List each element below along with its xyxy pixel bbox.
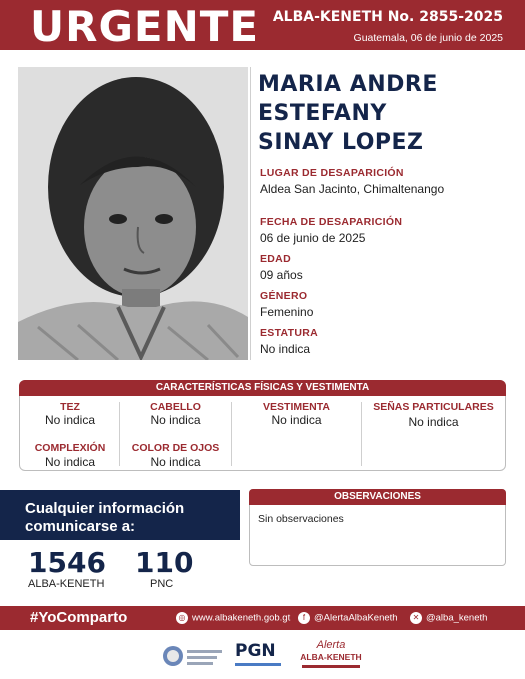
observations-text: Sin observaciones (258, 513, 344, 525)
facebook-icon: f (298, 612, 310, 624)
vestimenta-value: No indica (271, 413, 322, 427)
lugar-value: Aldea San Jacinto, Chimaltenango (260, 182, 445, 196)
name-line-3: SINAY LOPEZ (258, 130, 424, 155)
edad-label: EDAD (260, 253, 291, 265)
name-line-1: MARIA ANDRE (258, 72, 438, 97)
person-name (258, 70, 508, 157)
senas-value: No indica (408, 415, 459, 429)
complexion-value: No indica (44, 455, 96, 469)
coat-of-arms-icon (162, 640, 224, 672)
issue-date: Guatemala, 06 de junio de 2025 (353, 32, 503, 44)
vestimenta-label: VESTIMENTA (263, 401, 330, 413)
cabello-value: No indica (150, 413, 201, 427)
genero-value: Femenino (260, 305, 314, 319)
contact-banner (0, 490, 240, 540)
characteristics-title: CARACTERÍSTICAS FÍSICAS Y VESTIMENTA (19, 380, 506, 396)
government-seal-logo (162, 640, 224, 672)
genero-label: GÉNERO (260, 290, 308, 302)
globe-icon: ◎ (176, 612, 188, 624)
name-line-2: ESTEFANY (258, 101, 387, 126)
hashtag: #YoComparto (30, 609, 128, 626)
lugar-label: LUGAR DE DESAPARICIÓN (260, 167, 404, 179)
website-text: www.albakeneth.gob.gt (192, 612, 291, 624)
header-banner (0, 0, 525, 50)
pgn-logo (235, 640, 285, 672)
alerta-logo-top: Alerta (316, 639, 346, 651)
cabello-label: CABELLO (150, 401, 201, 413)
fecha-label: FECHA DE DESAPARICIÓN (260, 216, 403, 228)
observations-title: OBSERVACIONES (249, 489, 506, 505)
x-text: @alba_keneth (426, 612, 488, 624)
x-link[interactable] (410, 612, 487, 624)
photo-divider (250, 67, 251, 360)
fecha-value: 06 de junio de 2025 (260, 231, 366, 245)
facebook-text: @AlertaAlbaKeneth (314, 612, 398, 624)
portrait-image (18, 67, 248, 360)
pgn-underline (235, 663, 281, 666)
phone-alba-keneth: 1546 (28, 546, 106, 579)
phone-pnc-label: PNC (150, 578, 174, 590)
phone-alba-keneth-label: ALBA-KENETH (28, 578, 105, 590)
alerta-logo-bottom: ALBA-KENETH (300, 652, 362, 662)
footer-bar (0, 606, 525, 630)
pgn-logo-text: PGN (235, 641, 276, 661)
tez-value: No indica (44, 413, 96, 427)
ojos-value: No indica (150, 455, 201, 469)
contact-line-2: comunicarse a: (25, 518, 136, 535)
complexion-label: COMPLEXIÓN (34, 442, 106, 454)
urgent-title: URGENTE (30, 2, 260, 51)
edad-value: 09 años (260, 268, 303, 282)
missing-person-photo (18, 67, 248, 360)
alerta-logo-underline (302, 665, 360, 668)
tez-label: TEZ (60, 401, 80, 413)
phone-pnc: 110 (135, 546, 194, 579)
website-link[interactable] (176, 612, 290, 624)
contact-line-1: Cualquier información (25, 500, 185, 517)
estatura-label: ESTATURA (260, 327, 319, 339)
ojos-label: COLOR DE OJOS (131, 442, 220, 454)
x-icon: ✕ (410, 612, 422, 624)
alerta-alba-keneth-logo (300, 639, 362, 671)
estatura-value: No indica (260, 342, 311, 356)
alert-number: ALBA-KENETH No. 2855-2025 (272, 9, 503, 25)
facebook-link[interactable] (298, 612, 398, 624)
senas-label: SEÑAS PARTICULARES (373, 401, 494, 413)
